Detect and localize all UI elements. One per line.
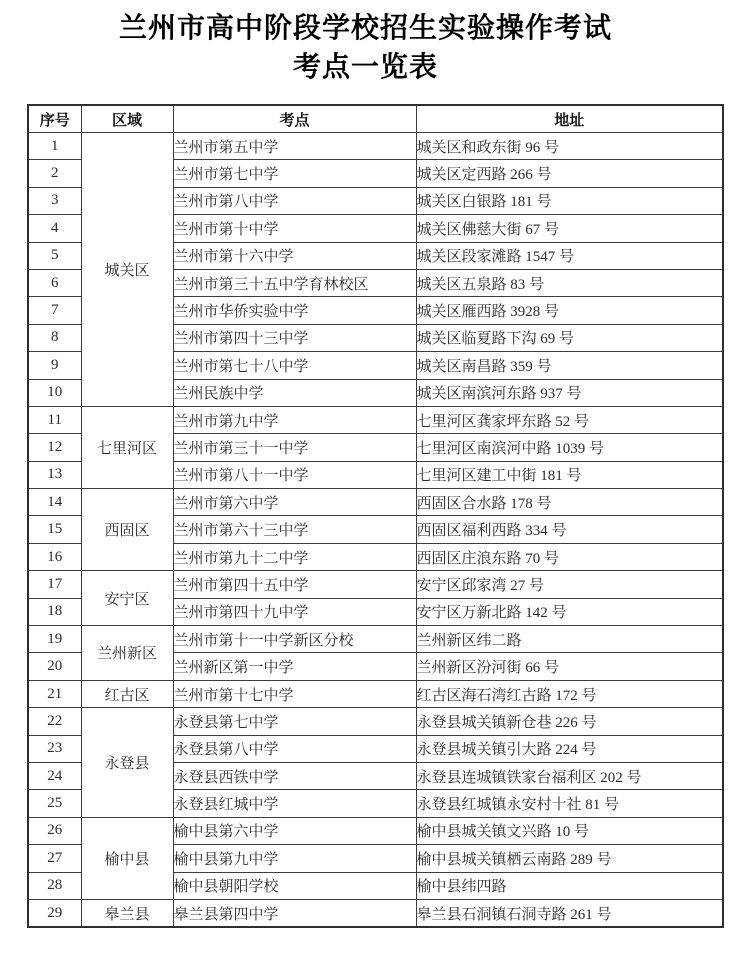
table-row [28,626,723,653]
row-number-cell: 14 [28,489,81,516]
row-number-cell: 4 [28,215,81,242]
region-cell: 西固区 [81,489,173,571]
site-cell: 兰州市第十一中学新区分校 [173,626,416,653]
site-cell: 兰州市第四十九中学 [173,598,416,625]
address-cell: 城关区佛慈大街 67 号 [416,215,723,242]
site-cell: 兰州市华侨实验中学 [173,297,416,324]
address-cell: 西固区庄浪东路 70 号 [416,543,723,570]
document-title-line2: 考点一览表 [292,51,438,82]
site-cell: 永登县红城中学 [173,790,416,817]
header-cell-number: 序号 [28,105,81,133]
document-title [0,8,731,86]
table-row [28,817,723,844]
row-number-cell: 15 [28,516,81,543]
region-cell: 兰州新区 [81,626,173,681]
address-cell: 城关区和政东街 96 号 [416,133,723,160]
address-cell: 安宁区万新北路 142 号 [416,598,723,625]
row-number-cell: 11 [28,406,81,433]
row-number-cell: 23 [28,735,81,762]
table-row [28,708,723,735]
address-cell: 榆中县城关镇文兴路 10 号 [416,817,723,844]
site-cell: 兰州市第九十二中学 [173,543,416,570]
address-cell: 城关区定西路 266 号 [416,160,723,187]
site-cell: 兰州市第三十五中学育林校区 [173,269,416,296]
row-number-cell: 9 [28,352,81,379]
site-cell: 兰州市第八十一中学 [173,461,416,488]
site-cell: 兰州市第九中学 [173,406,416,433]
row-number-cell: 26 [28,817,81,844]
site-cell: 兰州市第七中学 [173,160,416,187]
region-cell: 城关区 [81,133,173,407]
site-cell: 皋兰县第四中学 [173,899,416,927]
address-cell: 城关区白银路 181 号 [416,187,723,214]
row-number-cell: 22 [28,708,81,735]
row-number-cell: 5 [28,242,81,269]
address-cell: 兰州新区纬二路 [416,626,723,653]
site-cell: 兰州市第十六中学 [173,242,416,269]
address-cell: 永登县红城镇永安村十社 81 号 [416,790,723,817]
address-cell: 皋兰县石洞镇石洞寺路 261 号 [416,899,723,927]
table-row [28,899,723,927]
address-cell: 榆中县城关镇栖云南路 289 号 [416,845,723,872]
row-number-cell: 16 [28,543,81,570]
region-cell: 榆中县 [81,817,173,899]
row-number-cell: 29 [28,899,81,927]
row-number-cell: 12 [28,434,81,461]
address-cell: 七里河区南滨河中路 1039 号 [416,434,723,461]
address-cell: 永登县城关镇新仓巷 226 号 [416,708,723,735]
row-number-cell: 20 [28,653,81,680]
site-cell: 兰州民族中学 [173,379,416,406]
site-cell: 榆中县第六中学 [173,817,416,844]
site-cell: 榆中县朝阳学校 [173,872,416,899]
row-number-cell: 27 [28,845,81,872]
row-number-cell: 25 [28,790,81,817]
address-cell: 西固区福利西路 334 号 [416,516,723,543]
row-number-cell: 6 [28,269,81,296]
table-row [28,406,723,433]
header-cell-site: 考点 [173,105,416,133]
row-number-cell: 1 [28,133,81,160]
table-row [28,571,723,598]
address-cell: 七里河区龚家坪东路 52 号 [416,406,723,433]
exam-sites-table [27,104,724,928]
row-number-cell: 21 [28,680,81,707]
site-cell: 兰州市第十中学 [173,215,416,242]
region-cell: 皋兰县 [81,899,173,927]
site-cell: 兰州市第四十三中学 [173,324,416,351]
address-cell: 七里河区建工中街 181 号 [416,461,723,488]
site-cell: 兰州市第六中学 [173,489,416,516]
address-cell: 兰州新区汾河街 66 号 [416,653,723,680]
address-cell: 城关区临夏路下沟 69 号 [416,324,723,351]
site-cell: 兰州市第三十一中学 [173,434,416,461]
address-cell: 城关区南滨河东路 937 号 [416,379,723,406]
address-cell: 城关区段家滩路 1547 号 [416,242,723,269]
address-cell: 永登县连城镇铁家台福利区 202 号 [416,762,723,789]
region-cell: 七里河区 [81,406,173,488]
address-cell: 城关区五泉路 83 号 [416,269,723,296]
address-cell: 榆中县纬四路 [416,872,723,899]
region-cell: 安宁区 [81,571,173,626]
address-cell: 西固区合水路 178 号 [416,489,723,516]
table-row [28,133,723,160]
row-number-cell: 24 [28,762,81,789]
header-cell-region: 区域 [81,105,173,133]
site-cell: 兰州市第五中学 [173,133,416,160]
site-cell: 永登县第七中学 [173,708,416,735]
region-cell: 红古区 [81,680,173,707]
row-number-cell: 18 [28,598,81,625]
address-cell: 安宁区邱家湾 27 号 [416,571,723,598]
site-cell: 榆中县第九中学 [173,845,416,872]
region-cell: 永登县 [81,708,173,818]
exam-table-body [28,133,723,928]
row-number-cell: 17 [28,571,81,598]
address-cell: 城关区雁西路 3928 号 [416,297,723,324]
address-cell: 红古区海石湾红古路 172 号 [416,680,723,707]
row-number-cell: 7 [28,297,81,324]
site-cell: 永登县第八中学 [173,735,416,762]
row-number-cell: 10 [28,379,81,406]
address-cell: 城关区南昌路 359 号 [416,352,723,379]
header-cell-address: 地址 [416,105,723,133]
row-number-cell: 28 [28,872,81,899]
site-cell: 兰州市第十七中学 [173,680,416,707]
site-cell: 兰州市第八中学 [173,187,416,214]
address-cell: 永登县城关镇引大路 224 号 [416,735,723,762]
table-header-row [28,105,723,133]
site-cell: 兰州市第六十三中学 [173,516,416,543]
row-number-cell: 8 [28,324,81,351]
document-title-line1: 兰州市高中阶段学校招生实验操作考试 [118,12,612,43]
table-row [28,680,723,707]
row-number-cell: 2 [28,160,81,187]
row-number-cell: 13 [28,461,81,488]
site-cell: 兰州市第七十八中学 [173,352,416,379]
row-number-cell: 19 [28,626,81,653]
table-row [28,489,723,516]
row-number-cell: 3 [28,187,81,214]
site-cell: 永登县西铁中学 [173,762,416,789]
site-cell: 兰州新区第一中学 [173,653,416,680]
site-cell: 兰州市第四十五中学 [173,571,416,598]
